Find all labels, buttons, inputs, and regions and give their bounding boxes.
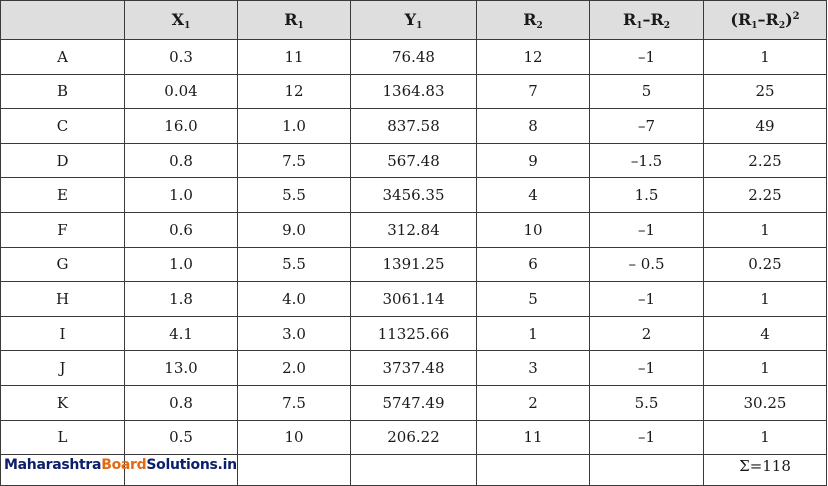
cell-x1: 0.6 <box>125 212 238 247</box>
cell-r2: 6 <box>477 247 590 282</box>
cell-x1: 4.1 <box>125 316 238 351</box>
cell-r1: 2.0 <box>238 351 351 386</box>
cell-x1: 0.04 <box>125 74 238 109</box>
cell-r1: 3.0 <box>238 316 351 351</box>
cell-y1: 3456.35 <box>351 178 477 213</box>
cell-r2: 12 <box>477 40 590 75</box>
cell-y1: 5747.49 <box>351 385 477 420</box>
table-row <box>1 143 827 178</box>
table-row <box>1 40 827 75</box>
cell-rank-difference-squared: 25 <box>704 74 827 109</box>
cell-y1: 312.84 <box>351 212 477 247</box>
cell-x1: 0.5 <box>125 420 238 455</box>
header-rank-difference-squared: $(R_1-R_2)^2$ <box>704 1 827 40</box>
cell-r1: 10 <box>238 420 351 455</box>
table-row <box>1 351 827 386</box>
cell-x1: 1.8 <box>125 282 238 317</box>
header-blank <box>1 1 125 40</box>
row-label: G <box>1 247 125 282</box>
cell-r2: 1 <box>477 316 590 351</box>
cell-x1: 0.8 <box>125 385 238 420</box>
cell-x1: 13.0 <box>125 351 238 386</box>
table-row <box>1 247 827 282</box>
cell-rank-difference: –7 <box>590 109 704 144</box>
table-row <box>1 74 827 109</box>
cell-r1: 7.5 <box>238 385 351 420</box>
row-label: A <box>1 40 125 75</box>
cell-y1: 1391.25 <box>351 247 477 282</box>
cell-r1: 11 <box>238 40 351 75</box>
cell-rank-difference: 5 <box>590 74 704 109</box>
header-r1: $R_1$ <box>238 1 351 40</box>
header-r2: $R_2$ <box>477 1 590 40</box>
cell-r1: 1.0 <box>238 109 351 144</box>
row-label: K <box>1 385 125 420</box>
cell-rank-difference-squared: 0.25 <box>704 247 827 282</box>
row-label: F <box>1 212 125 247</box>
row-label: J <box>1 351 125 386</box>
cell-rank-difference-squared: 1 <box>704 40 827 75</box>
table-row <box>1 282 827 317</box>
row-label: B <box>1 74 125 109</box>
cell-y1: 3737.48 <box>351 351 477 386</box>
total-cell-diff <box>590 455 704 486</box>
cell-rank-difference: –1 <box>590 351 704 386</box>
table-row <box>1 109 827 144</box>
row-label: I <box>1 316 125 351</box>
cell-rank-difference: –1 <box>590 40 704 75</box>
header-x1: $X_1$ <box>125 1 238 40</box>
cell-rank-difference: –1 <box>590 212 704 247</box>
cell-rank-difference-squared: 30.25 <box>704 385 827 420</box>
cell-rank-difference-squared: 1 <box>704 282 827 317</box>
cell-rank-difference-squared: 4 <box>704 316 827 351</box>
table-row <box>1 212 827 247</box>
cell-r1: 5.5 <box>238 178 351 213</box>
cell-r2: 2 <box>477 385 590 420</box>
total-row <box>1 455 827 486</box>
cell-r2: 4 <box>477 178 590 213</box>
table-row <box>1 178 827 213</box>
cell-r2: 5 <box>477 282 590 317</box>
cell-rank-difference-squared: 1 <box>704 420 827 455</box>
cell-y1: 567.48 <box>351 143 477 178</box>
cell-x1: 0.3 <box>125 40 238 75</box>
cell-r2: 3 <box>477 351 590 386</box>
total-cell-r2 <box>477 455 590 486</box>
table-row <box>1 316 827 351</box>
header-y1: $Y_1$ <box>351 1 477 40</box>
cell-rank-difference: – 0.5 <box>590 247 704 282</box>
table-row <box>1 420 827 455</box>
cell-y1: 837.58 <box>351 109 477 144</box>
cell-rank-difference: 1.5 <box>590 178 704 213</box>
cell-y1: 1364.83 <box>351 74 477 109</box>
total-cell-r1 <box>238 455 351 486</box>
cell-r1: 4.0 <box>238 282 351 317</box>
cell-r1: 9.0 <box>238 212 351 247</box>
cell-y1: 11325.66 <box>351 316 477 351</box>
row-label: H <box>1 282 125 317</box>
row-label: C <box>1 109 125 144</box>
cell-rank-difference-squared: 1 <box>704 212 827 247</box>
cell-rank-difference-squared: 2.25 <box>704 178 827 213</box>
cell-rank-difference: 5.5 <box>590 385 704 420</box>
cell-r2: 8 <box>477 109 590 144</box>
cell-x1: 0.8 <box>125 143 238 178</box>
cell-rank-difference-squared: 49 <box>704 109 827 144</box>
cell-x1: 16.0 <box>125 109 238 144</box>
cell-y1: 3061.14 <box>351 282 477 317</box>
site-watermark: MaharashtraBoardSolutions.in <box>1 455 125 486</box>
cell-rank-difference: 2 <box>590 316 704 351</box>
cell-rank-difference-squared: 2.25 <box>704 143 827 178</box>
table-row <box>1 385 827 420</box>
header-row <box>1 1 827 40</box>
cell-rank-difference: –1 <box>590 282 704 317</box>
cell-r2: 10 <box>477 212 590 247</box>
cell-r2: 11 <box>477 420 590 455</box>
cell-r1: 7.5 <box>238 143 351 178</box>
cell-rank-difference-squared: 1 <box>704 351 827 386</box>
cell-x1: 1.0 <box>125 247 238 282</box>
row-label: E <box>1 178 125 213</box>
cell-r1: 5.5 <box>238 247 351 282</box>
cell-y1: 206.22 <box>351 420 477 455</box>
cell-rank-difference: –1 <box>590 420 704 455</box>
row-label: D <box>1 143 125 178</box>
cell-x1: 1.0 <box>125 178 238 213</box>
cell-rank-difference: –1.5 <box>590 143 704 178</box>
cell-y1: 76.48 <box>351 40 477 75</box>
sum-d-squared: Σ=118 <box>704 455 827 486</box>
cell-r2: 9 <box>477 143 590 178</box>
header-rank-difference: $R_1-R_2$ <box>590 1 704 40</box>
cell-r1: 12 <box>238 74 351 109</box>
row-label: L <box>1 420 125 455</box>
cell-r2: 7 <box>477 74 590 109</box>
total-cell-y1 <box>351 455 477 486</box>
